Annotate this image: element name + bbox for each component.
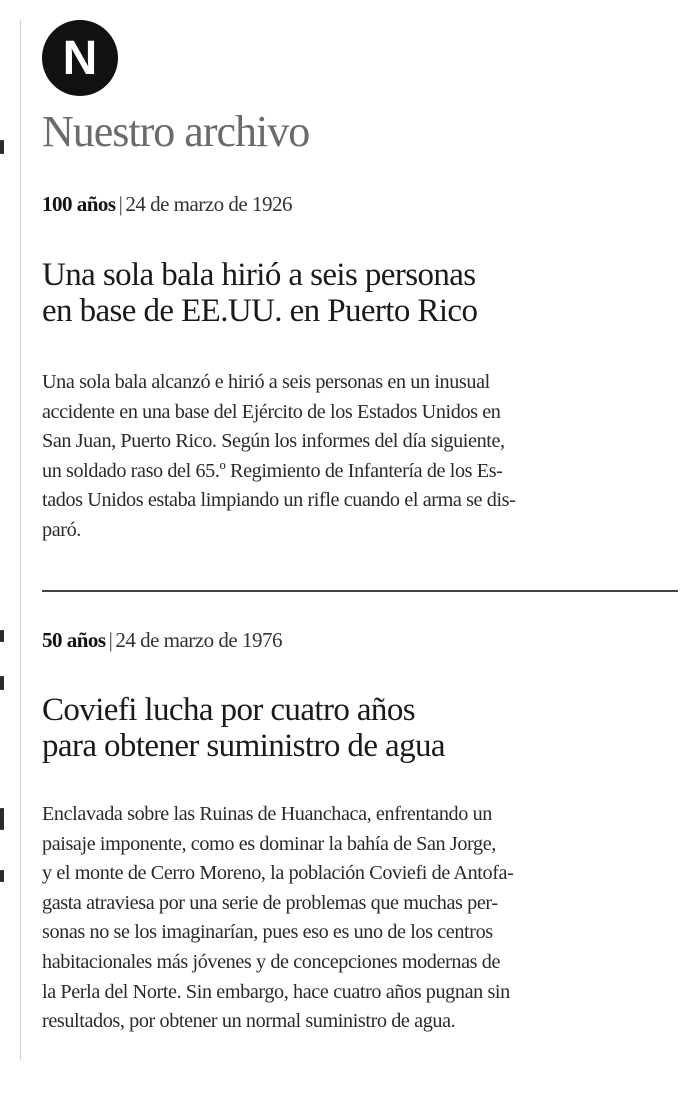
- headline-line: para obtener suministro de agua: [42, 727, 445, 764]
- entry-headline: [42, 693, 682, 764]
- body-line: la Perla del Norte. Sin embargo, hace cuatro años pugnan sin: [42, 980, 510, 1003]
- entry-date: 24 de marzo de 1926: [125, 192, 292, 216]
- entry-body: [42, 368, 682, 546]
- margin-mark: [0, 630, 4, 642]
- section-title: Nuestro archivo: [42, 107, 310, 156]
- entry-years: 100 años: [42, 192, 116, 216]
- entry-headline: [42, 258, 682, 329]
- body-line: San Juan, Puerto Rico. Según los informes del día siguiente,: [42, 430, 505, 453]
- entry-separator: |: [108, 628, 113, 652]
- left-column-rule: [20, 20, 21, 1060]
- body-line: sonas no se los imaginarían, pues eso es uno de los centros: [42, 921, 493, 944]
- body-line: Una sola bala alcanzó e hirió a seis personas en un inusual: [42, 371, 490, 393]
- logo-letter: N: [62, 32, 98, 85]
- entry-body: [42, 800, 682, 1037]
- headline-line: Coviefi lucha por cuatro años: [42, 692, 415, 728]
- body-line: resultados, por obtener un normal suministro de agua.: [42, 1010, 456, 1033]
- margin-mark: [0, 870, 4, 882]
- headline-line: Una sola bala hirió a seis personas: [42, 257, 476, 293]
- body-line: un soldado raso del 65.º Regimiento de Infantería de los Es-: [42, 459, 503, 482]
- entry-years: 50 años: [42, 628, 106, 652]
- newspaper-logo: [42, 20, 118, 96]
- entry-date: 24 de marzo de 1976: [115, 628, 282, 652]
- body-line: accidente en una base del Ejército de los Estados Unidos en: [42, 400, 501, 423]
- body-line: Enclavada sobre las Ruinas de Huanchaca, enfrentando un: [42, 803, 492, 825]
- body-line: tados Unidos estaba limpiando un rifle cuando el arma se dis-: [42, 489, 516, 512]
- body-line: gasta atraviesa por una serie de problemas que muchas per-: [42, 891, 498, 914]
- margin-mark: [0, 140, 4, 154]
- section-divider: [42, 590, 678, 592]
- margin-mark: [0, 676, 4, 690]
- body-line: paisaje imponente, como es dominar la bahía de San Jorge,: [42, 832, 496, 855]
- margin-mark: [0, 808, 4, 830]
- headline-line: en base de EE.UU. en Puerto Rico: [42, 292, 478, 329]
- body-line: paró.: [42, 518, 81, 541]
- entry-date-line: [42, 628, 282, 653]
- body-line: habitacionales más jóvenes y de concepciones modernas de: [42, 950, 500, 973]
- entry-separator: |: [118, 192, 123, 216]
- body-line: y el monte de Cerro Moreno, la población Coviefi de Antofa-: [42, 862, 514, 885]
- entry-date-line: [42, 192, 292, 217]
